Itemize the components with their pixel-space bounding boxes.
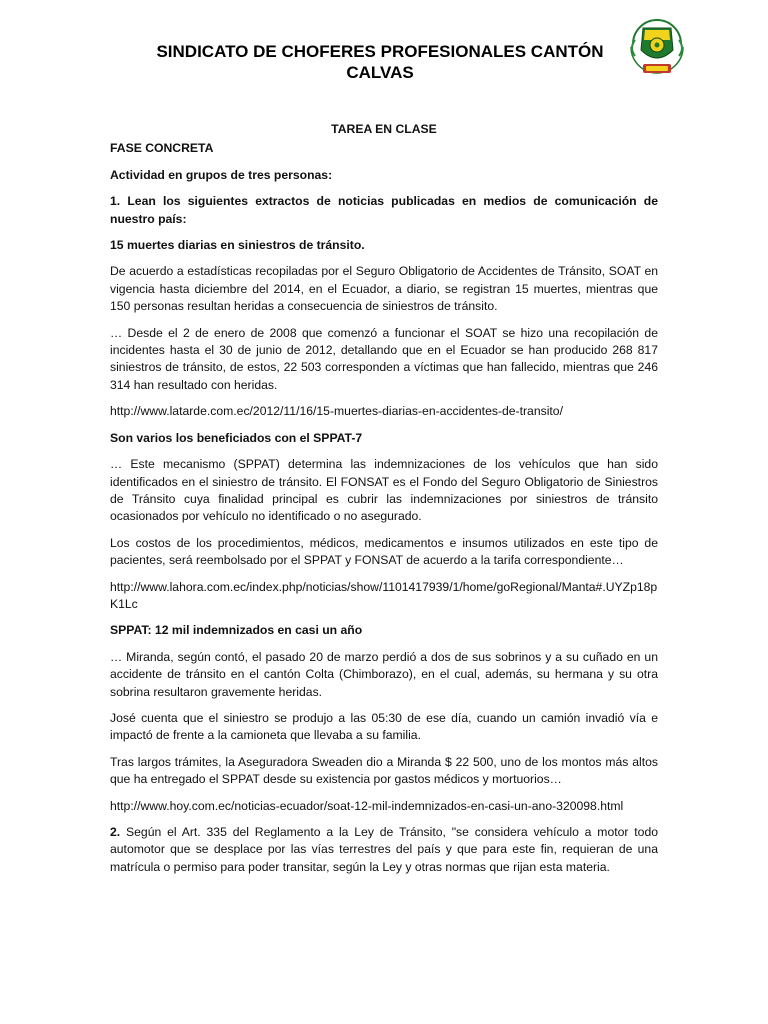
news-1-paragraph-2: … Desde el 2 de enero de 2008 que comenzó a funcionar el SOAT se hizo una recopilación de incidentes hasta el 30 de junio de 2012, detallando que en el Ecuador se han producido 268 817 siniestros de tránsito, de estos, 22 503 corresponden a víctimas que han fallecido, mientras que 246 314 han resultado con heridas.	[110, 325, 658, 392]
news-1-title: 15 muertes diarias en siniestros de tránsito.	[110, 238, 365, 253]
news-1-url: http://www.latarde.com.ec/2012/11/16/15-muertes-diarias-en-accidentes-de-transito/	[110, 404, 563, 419]
union-emblem-icon	[621, 14, 693, 76]
question-2-text: Según el Art. 335 del Reglamento a la Ley de Tránsito, "se considera vehículo a motor todo automotor que se desplace por las vías terrestres del país y que para este fin, requieran de una matrícula o permiso para poder transitar, según la Ley y otras normas que rijan esta materia.	[110, 825, 658, 874]
news-2-url: http://www.lahora.com.ec/index.php/noticias/show/1101417939/1/home/goRegional/Manta#.UYZp18pK1Lc	[110, 579, 658, 611]
news-3-url: http://www.hoy.com.ec/noticias-ecuador/soat-12-mil-indemnizados-en-casi-un-ano-320098.html	[110, 798, 624, 813]
question-2-number: 2.	[110, 825, 121, 839]
question-2	[110, 824, 658, 876]
news-2-paragraph-2: Los costos de los procedimientos, médicos, medicamentos e insumos utilizados en este tipo de pacientes, será reembolsado por el SPPAT y FONSAT de acuerdo a la tarifa correspondiente…	[110, 535, 658, 568]
question-1-number: 1.	[110, 194, 121, 209]
title-line-2: CALVAS	[346, 63, 414, 82]
activity-text: Actividad en grupos de tres personas:	[110, 167, 333, 182]
question-1-text: Lean los siguientes extractos de noticias publicadas en medios de comunicación de nuestro país:	[110, 194, 658, 226]
question-1	[110, 193, 658, 228]
title-line-1: SINDICATO DE CHOFERES PROFESIONALES CANTÓN	[156, 42, 604, 61]
news-2-title: Son varios los beneficiados con el SPPAT-7	[110, 430, 363, 445]
news-3-paragraph-1: … Miranda, según contó, el pasado 20 de marzo perdió a dos de sus sobrinos y a su cuñado en un accidente de tránsito en el cantón Colta (Chimborazo), en el cual, además, su hermana y su otra sobrina resultaron gravemente heridas.	[110, 649, 658, 699]
news-3-title: SPPAT: 12 mil indemnizados en casi un año	[110, 623, 363, 638]
page-title	[110, 41, 650, 83]
document-body	[110, 121, 658, 876]
news-3-paragraph-2: José cuenta que el siniestro se produjo a las 05:30 de ese día, cuando un camión invadió vía e impactó de frente a la camioneta que llevaba a su familia.	[110, 710, 658, 743]
news-2-paragraph-1: … Este mecanismo (SPPAT) determina las indemnizaciones de los vehículos que han sido identificados en el siniestro de tránsito. El FONSAT es el Fondo del Seguro Obligatorio de Siniestros de Tránsito cuya finalidad principal es cubrir las indemnizaciones por siniestros de tránsito ocasionados por vehículo no identificado o no asegurado.	[110, 457, 658, 524]
news-3-paragraph-3: Tras largos trámites, la Aseguradora Sweaden dio a Miranda $ 22 500, uno de los montos más altos que ha entregado el SPPAT desde su existencia por gastos médicos y mortuorios…	[110, 754, 658, 787]
news-1-paragraph-1: De acuerdo a estadísticas recopiladas por el Seguro Obligatorio de Accidentes de Tránsito, SOAT en vigencia hasta diciembre del 2014, en el Ecuador, a diario, se registran 15 muertes, mientras que 150 personas resultan heridas a consecuencia de siniestros de tránsito.	[110, 264, 658, 314]
task-title: TAREA EN CLASE	[331, 122, 437, 136]
phase-heading: FASE CONCRETA	[110, 141, 214, 156]
